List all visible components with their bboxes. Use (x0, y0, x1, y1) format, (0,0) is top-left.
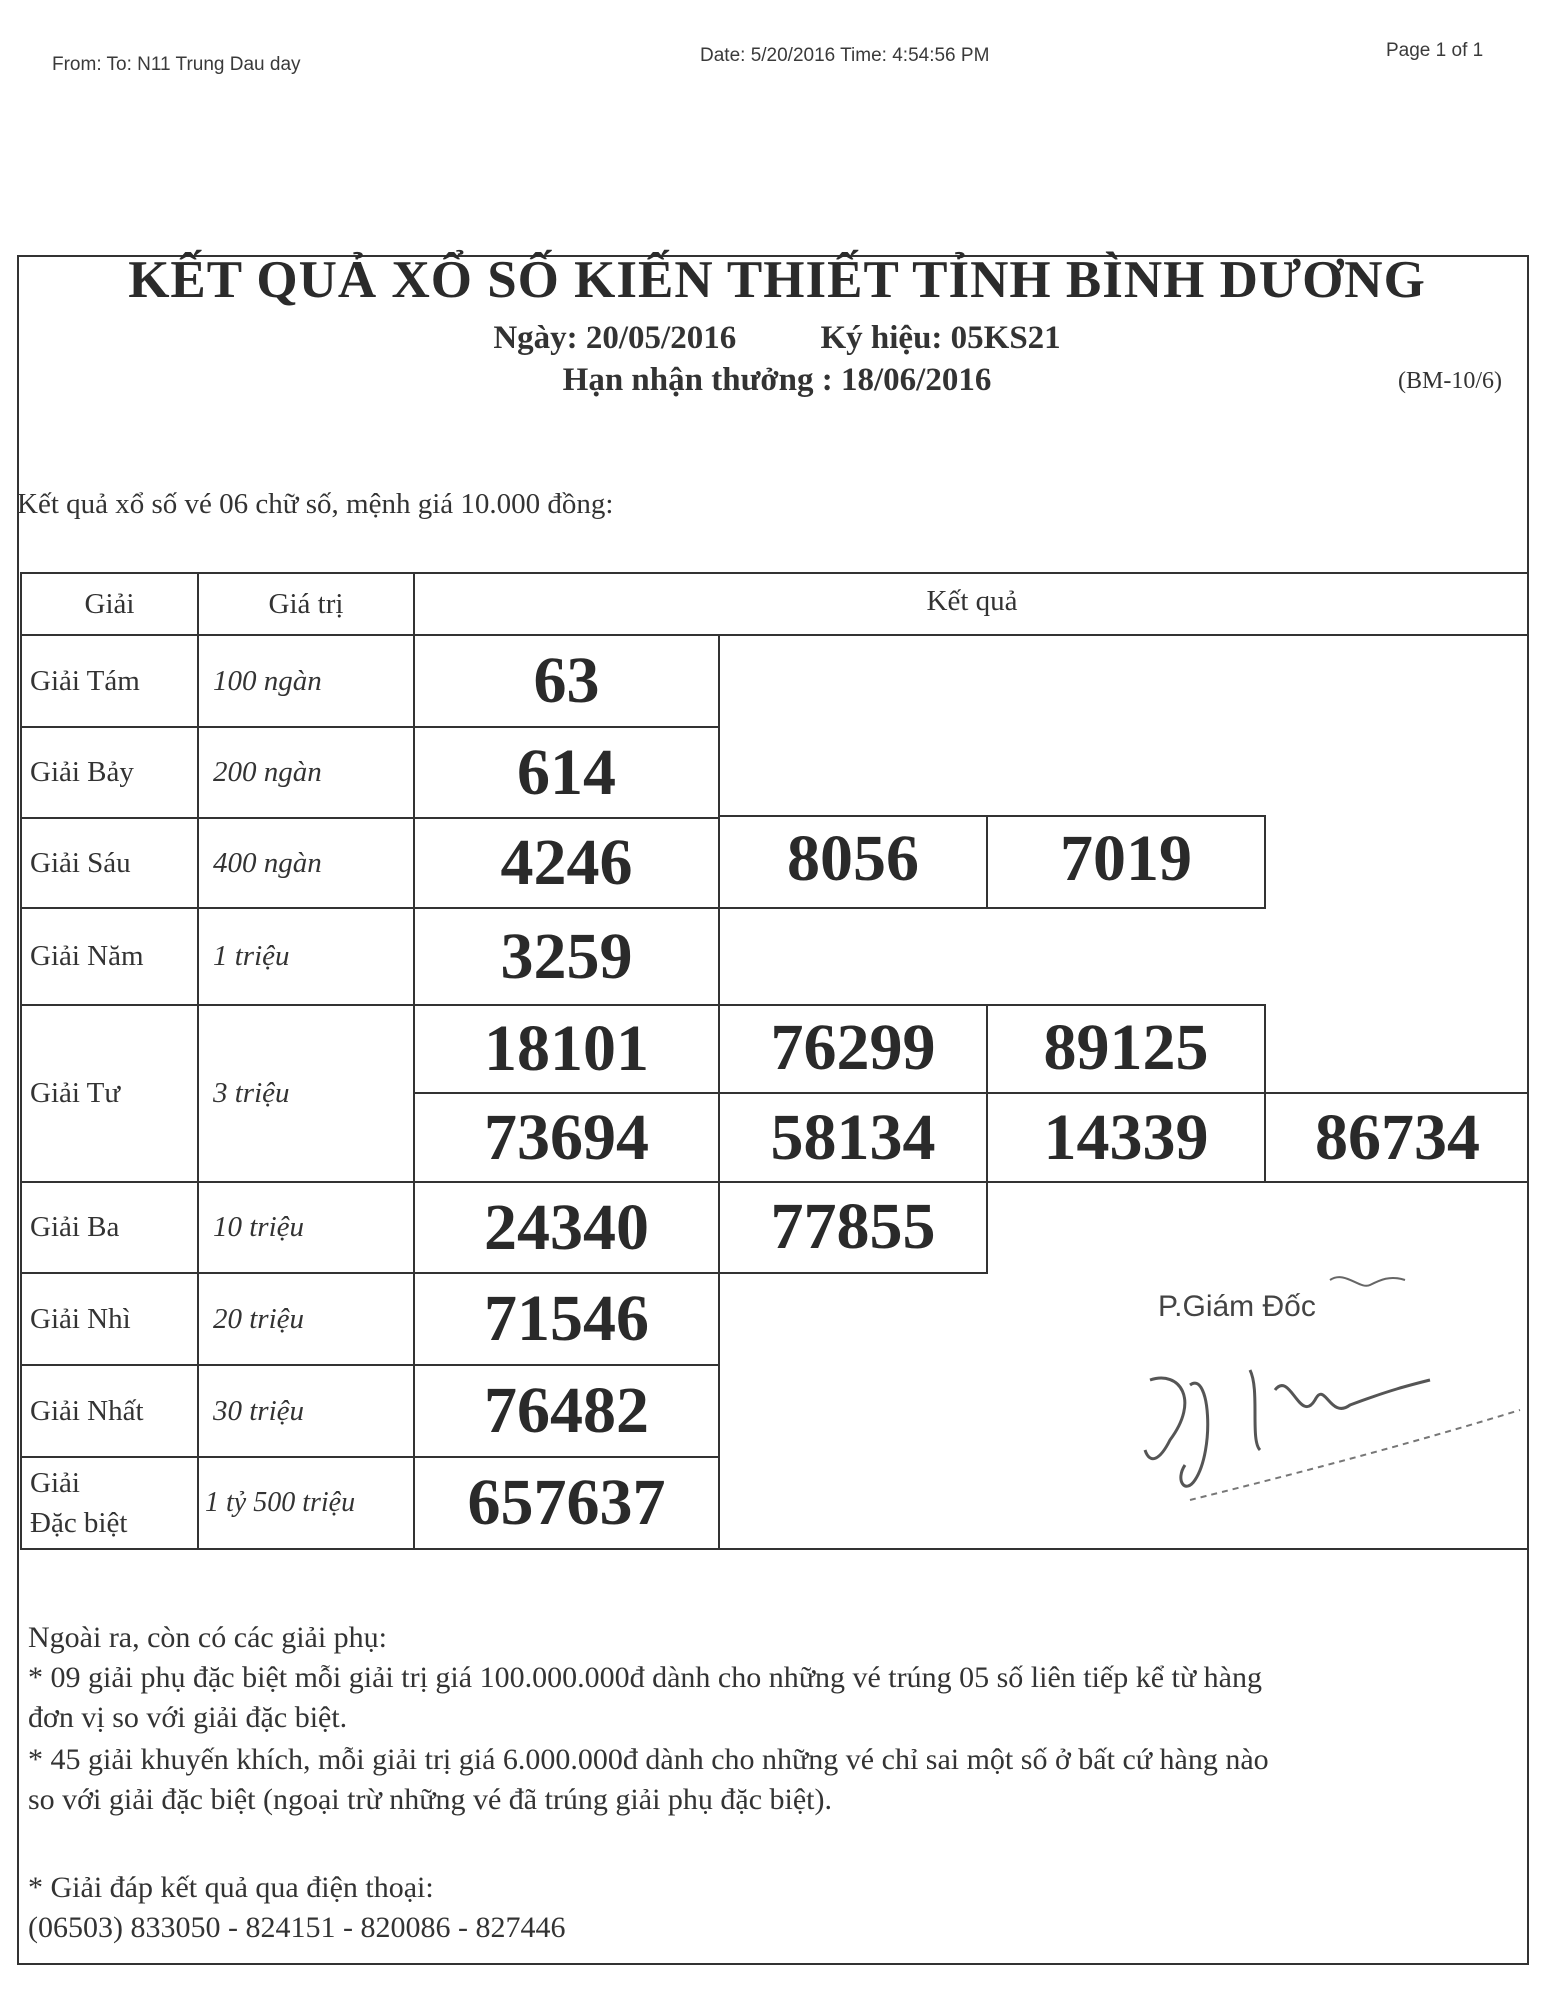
prize-value: 1 tỷ 500 triệu (205, 1487, 356, 1518)
result-number: 71546 (484, 1282, 649, 1355)
fax-from: From: To: N11 Trung Dau day (52, 54, 301, 75)
result-number: 4246 (500, 826, 633, 899)
prize-value: 200 ngàn (213, 756, 322, 788)
prize-value: 3 triệu (213, 1077, 290, 1109)
result-number: 24340 (484, 1190, 649, 1264)
ticket-code: Ký hiệu: 05KS21 (820, 320, 1061, 356)
result-number: 8056 (787, 822, 919, 895)
result-number: 76299 (770, 1011, 936, 1084)
result-number: 58134 (770, 1100, 936, 1174)
claim-deadline: Hạn nhận thưởng : 18/06/2016 (562, 362, 992, 398)
result-number: 14339 (1043, 1100, 1209, 1174)
result-number: 77855 (770, 1189, 936, 1263)
result-number: 63 (533, 644, 600, 717)
prize-value: 1 triệu (213, 940, 290, 972)
prize-value: 30 triệu (213, 1394, 305, 1427)
result-number: 3259 (500, 919, 633, 993)
fax-date: Date: 5/20/2016 Time: 4:54:56 PM (700, 45, 990, 66)
fax-page: Page 1 of 1 (1386, 40, 1484, 61)
result-number: 76482 (484, 1374, 649, 1447)
draw-date: Ngày: 20/05/2016 (493, 320, 737, 356)
doc-title: KẾT QUẢ XỔ SỐ KIẾN THIẾT TỈNH BÌNH DƯƠNG (128, 251, 1426, 309)
result-number: 89125 (1043, 1011, 1209, 1084)
prize-name-line1: Giải (30, 1467, 80, 1499)
result-number: 18101 (484, 1012, 649, 1085)
result-number: 73694 (484, 1100, 649, 1174)
prize-name: Giải Năm (30, 940, 144, 972)
prize-value: 100 ngàn (213, 664, 322, 697)
prize-name: Giải Tám (30, 664, 140, 697)
header-value: Giá trị (268, 587, 344, 620)
intro-text: Kết quả xổ số vé 06 chữ số, mệnh giá 10.000 đồng: (17, 488, 614, 520)
footer-line4: * 45 giải khuyến khích, mỗi giải trị giá 6.000.000đ dành cho những vé chỉ sai một số ở bất cứ hàng nào (28, 1743, 1269, 1776)
hotline-numbers: (06503) 833050 - 824151 - 820086 - 827446 (28, 1911, 566, 1944)
prize-name: Giải Tư (30, 1077, 121, 1109)
prize-value: 400 ngàn (213, 846, 322, 879)
prize-value: 20 triệu (213, 1302, 305, 1335)
signature-label: P.Giám Đốc (1158, 1290, 1316, 1323)
prize-name: Giải Sáu (30, 846, 131, 879)
prize-name: Giải Nhì (30, 1302, 131, 1335)
prize-name-line2: Đặc biệt (30, 1507, 128, 1539)
result-number: 614 (517, 735, 616, 809)
prize-name: Giải Nhất (30, 1394, 144, 1427)
doc-subtitle (0, 320, 1554, 357)
header-result: Kết quả (926, 584, 1018, 617)
prize-name: Giải Ba (30, 1211, 120, 1243)
footer-line3: đơn vị so với giải đặc biệt. (28, 1701, 348, 1734)
footer-line2: * 09 giải phụ đặc biệt mỗi giải trị giá 100.000.000đ dành cho những vé trúng 05 số liên tiếp kể từ hàng (28, 1661, 1262, 1694)
header-prize: Giải (84, 587, 135, 620)
prize-name-special (22, 1458, 197, 1548)
form-code: (BM-10/6) (1398, 368, 1502, 394)
footer-line5: so với giải đặc biệt (ngoại trừ những vé đã trúng giải phụ đặc biệt). (28, 1783, 833, 1816)
result-number: 86734 (1315, 1100, 1480, 1174)
footer-line1: Ngoài ra, còn có các giải phụ: (28, 1621, 388, 1654)
prize-name: Giải Bảy (30, 756, 134, 788)
result-number: 657637 (467, 1466, 666, 1539)
signature-icon (1090, 1250, 1530, 1530)
prize-value: 10 triệu (213, 1211, 305, 1243)
footer-line6: * Giải đáp kết quả qua điện thoại: (28, 1871, 434, 1904)
result-number: 7019 (1060, 822, 1192, 895)
